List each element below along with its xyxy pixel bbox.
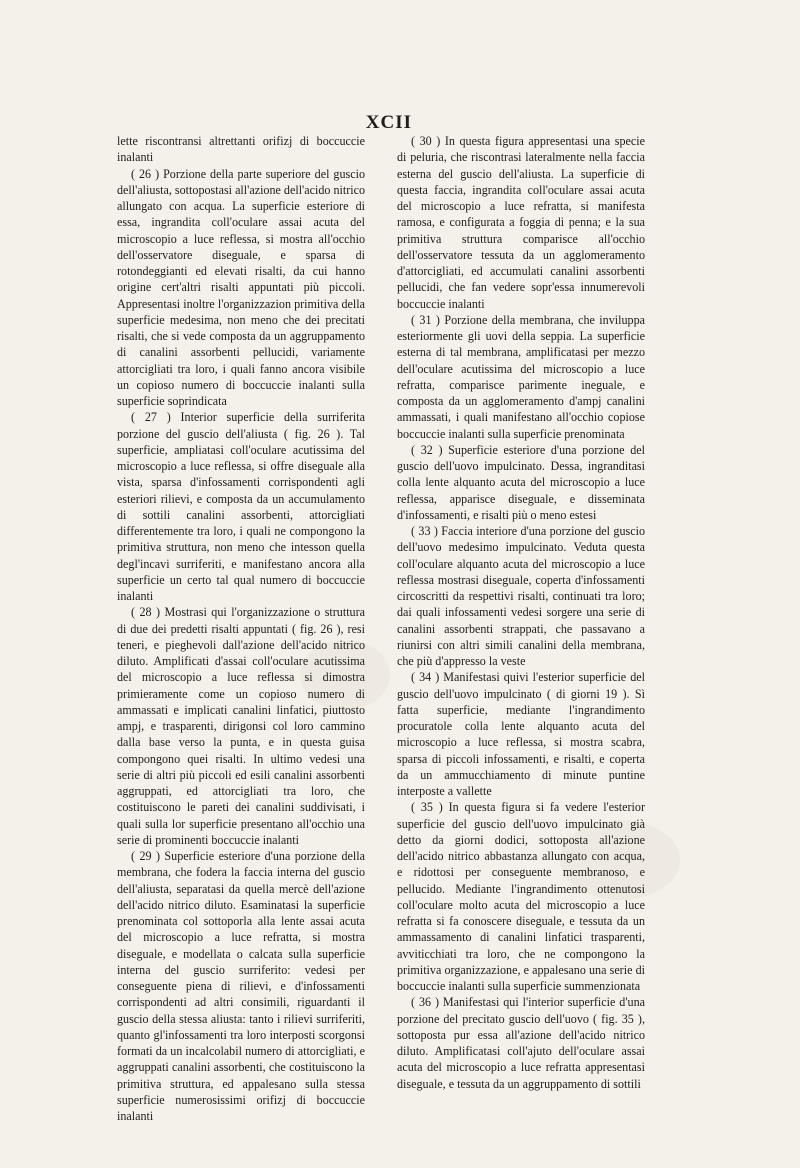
paragraph: ( 29 ) Superficie esteriore d'una porzione della membrana, che fodera la faccia interna del guscio dell'aliusta, separatasi da quella mercè dell'azione dell'acido nitrico diluto. Esaminatasi la superficie prenominata col sottoporla alla lente assai acuta del microscopio a luce refratta, si mostra diseguale, e modellata o calcata sulla superficie interna del guscio surriferito: vedesi per conseguente piena di rilievi, e d'infossamenti corrispondenti ad altri consimili, riguardanti il guscio della stessa aliusta: tanto i rilievi surriferiti, quanto gl'infossamenti tra loro interposti scorgonsi formati da un incalcolabil numero di attorcigliati, e aggruppati canalini assorbenti, che costituiscono la primitiva struttura, ed appalesano sulla stessa superficie numerosissimi orifizj di boccuccie inalanti: [117, 849, 365, 1123]
paragraph: ( 27 ) Interior superficie della surriferita porzione del guscio dell'aliusta ( fig. 26 ). Tal superficie, ampliatasi coll'oculare acutissima del microscopio a luce reflessa, si offre diseguale alla vista, sparsa d'infossamenti corrispondenti agli esteriori rilievi, e composta da un accumulamento di sottili canalini assorbenti, attorcigliati differentemente tra loro, i quali ne compongono la primitiva struttura, non meno che intesson quella degl'incavi surriferiti, e manifestano ancora alla superficie un certo tal qual numero di boccuccie inalanti: [117, 410, 365, 603]
paragraph: ( 36 ) Manifestasi qui l'interior superficie d'una porzione del precitato guscio dell'uovo ( fig. 35 ), sottoposta pur essa all'azione dell'acido nitrico diluto. Amplificatasi coll'ajuto dell'oculare assai acuta del microscopio a luce refratta appresentasi diseguale, e tessuta da un aggruppamento di sottili: [397, 995, 645, 1091]
paragraph: ( 33 ) Faccia interiore d'una porzione del guscio dell'uovo medesimo impulcinato. Veduta questa coll'oculare alquanto acuta del microscopio a luce reflessa mostrasi diseguale, coperta d'infossamenti circoscritti da respettivi risalti, continuati tra loro; dai quali infossamenti vedesi sorgere una serie di canalini assorbenti strappati, che passavano a riunirsi con altri simili canalini della membrana, che più d'appresso la veste: [397, 524, 645, 668]
page-number: XCII: [365, 112, 412, 133]
paragraph: ( 34 ) Manifestasi quivi l'esterior superficie del guscio dell'uovo impulcinato ( di giorni 19 ). Sì fatta superficie, mediante l'ingrandimento procuratole colla lente alquanto acuta del microscopio a luce reflessa, si mostra scabra, sparsa di piccoli infossamenti, e risalti, e coperta da un ammucchiamento di minute puntine interposte a vallette: [397, 670, 645, 798]
paragraph: ( 30 ) In questa figura appresentasi una specie di peluria, che riscontrasi lateralmente nella faccia esterna del guscio dell'aliusta. La superficie di questa faccia, ingrandita coll'oculare assai acuta del microscopio a luce refratta, si manifesta ramosa, e configurata a foggia di penna; e la sua primitiva struttura comparisce all'occhio dell'osservatore tessuta da un agglomeramento d'attorcigliati, ed accumulati canalini assorbenti pellucidi, che fan vedere sopr'essa innumerevoli boccuccie inalanti: [397, 134, 645, 311]
right-text-column: [397, 133, 645, 1092]
paragraph: ( 26 ) Porzione della parte superiore del guscio dell'aliusta, sottopostasi all'azione dell'acido nitrico allungato con acqua. La superficie esteriore di essa, ingrandita coll'oculare assai acuta del microscopio a luce reflessa, si mostra all'occhio dell'osservatore diseguale, e sparsa di rotondeggianti ed elevati risalti, da cui hanno origine cert'altri risalti appuntati più piccoli. Appresentasi inoltre l'organizzazion primitiva della superficie medesima, non meno che dei precitati risalti, che si vede composta da un aggruppamento di canalini assorbenti pellucidi, variamente attorcigliati tra loro, i quali fanno ancora visibile un copioso numero di boccuccie inalanti sulla superficie soprindicata: [117, 166, 366, 408]
paragraph: ( 31 ) Porzione della membrana, che inviluppa esteriormente gli uovi della seppia. La superficie esterna di tal membrana, amplificatasi per mezzo dell'oculare acutissima del microscopio a luce refratta, comparisce parimente ineguale, e composta da un agglomeramento d'ampj canalini ammassati, i quali manifestano all'occhio copiose boccuccie inalanti sulla superficie prenominata: [397, 312, 645, 441]
paragraph: ( 32 ) Superficie esteriore d'una porzione del guscio dell'uovo impulcinato. Dessa, ingranditasi colla lente alquanto acuta del microscopio a luce reflessa, apparisce diseguale, e disseminata d'infossamenti, e risalti più o meno estesi: [397, 442, 645, 522]
paragraph: ( 35 ) In questa figura si fa vedere l'esterior superficie del guscio dell'uovo impulcinato già detto da giorni dodici, sottoposta all'azione dell'acido nitrico abbastanza allungato con acqua, e ridottosi per conseguente membranoso, e pellucido. Mediante l'ingrandimento ottenutosi coll'oculare molto acuta del microscopio a luce refratta si fa conoscere diseguale, e tessuta da un ammassamento di canalini linfatici trasparenti, avviticchiati tra loro, che ne compongono la primitiva organizzazione, e appalesano una serie di boccuccie inalanti sulla superficie summenzionata: [397, 800, 645, 993]
left-text-column: [117, 133, 365, 1124]
paragraph: lette riscontransi altrettanti orifizj di boccuccie inalanti: [117, 134, 365, 165]
paragraph: ( 28 ) Mostrasi qui l'organizzazione o struttura di due dei predetti risalti appuntati ( fig. 26 ), resi teneri, e pieghevoli dall'azione dell'acido nitrico diluto. Amplificati d'assai coll'oculare acutissima del microscopio a luce reflessa si dimostra primieramente come un copioso numero di ammassati e implicati canalini linfatici, piuttosto ampj, e trasparenti, dirigonsi col loro cammino dalla base verso la punta, e in questa guisa compongono quei risalti. In ultimo vedesi una serie di altri più piccoli ed esili canalini assorbenti aggruppati, ed attorcigliati tra loro, che costituiscono le pareti dei canalini suddivisati, i quali sulla lor superficie presentano all'occhio una serie di prominenti boccuccie inalanti: [117, 605, 365, 847]
